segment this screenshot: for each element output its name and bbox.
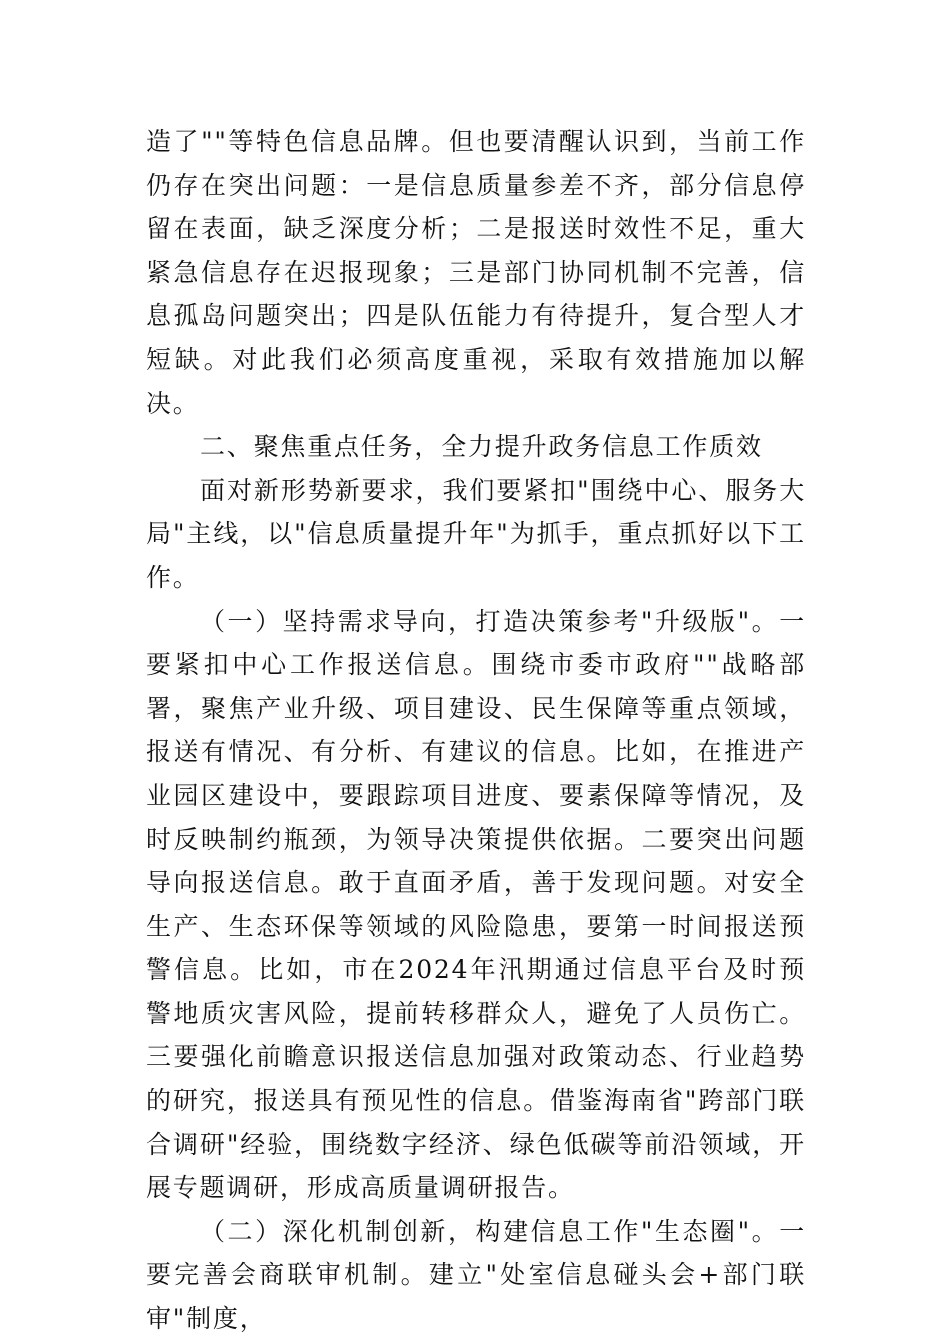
paragraph-subsection-2: （二）深化机制创新，构建信息工作"生态圈"。一要完善会商联审机制。建立"处室信息碰头会+部门联审"制度， xyxy=(146,1216,806,1334)
paragraph-problems: 造了""等特色信息品牌。但也要清醒认识到，当前工作仍存在突出问题：一是信息质量参差不齐，部分信息停留在表面，缺乏深度分析；二是报送时效性不足，重大紧急信息存在迟报现象；三是部门协同机制不完善，信息孤岛问题突出；四是队伍能力有待提升，复合型人才短缺。对此我们必须高度重视，采取有效措施加以解决。 xyxy=(146,127,806,418)
document-body xyxy=(146,120,806,1341)
section-heading-2: 二、聚焦重点任务，全力提升政务信息工作质效 xyxy=(200,432,763,462)
paragraph-subsection-1: （一）坚持需求导向，打造决策参考"升级版"。一要紧扣中心工作报送信息。围绕市委市政府""战略部署，聚焦产业升级、项目建设、民生保障等重点领域，报送有情况、有分析、有建议的信息。比如，在推进产业园区建设中，要跟踪项目进度、要素保障等情况，及时反映制约瓶颈，为领导决策提供依据。二要突出问题导向报送信息。敢于直面矛盾，善于发现问题。对安全生产、生态环保等领域的风险隐患，要第一时间报送预警信息。比如，市在2024年汛期通过信息平台及时预警地质灾害风险，提前转移群众人，避免了人员伤亡。三要强化前瞻意识报送信息加强对政策动态、行业趋势的研究，报送具有预见性的信息。借鉴海南省"跨部门联合调研"经验，围绕数字经济、绿色低碳等前沿领域，开展专题调研，形成高质量调研报告。 xyxy=(146,606,806,1203)
paragraph-intro: 面对新形势新要求，我们要紧扣"围绕中心、服务大局"主线，以"信息质量提升年"为抓手，重点抓好以下工作。 xyxy=(146,475,806,592)
